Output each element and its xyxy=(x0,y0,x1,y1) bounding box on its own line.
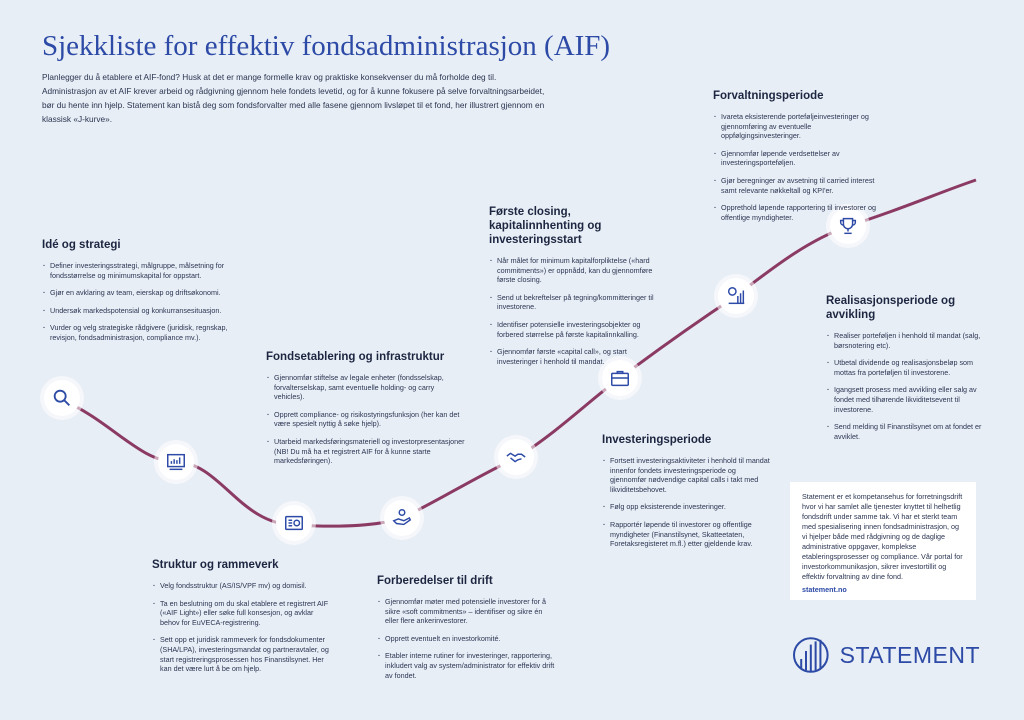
list-item: · Sett opp et juridisk rammeverk for fondsdokumenter (SHA/LPA), investeringsmandat og partneravtaler, og start registreringsprosessen hos Finanstilsynet. Her kan det være lurt å be om hjelp. xyxy=(152,635,334,673)
stage-closing xyxy=(489,205,659,374)
stage-title: Realisasjonsperiode og avvikling xyxy=(826,295,956,321)
about-box xyxy=(790,482,976,600)
list-item: · Etabler interne rutiner for investeringer, rapportering, inkludert valg av system/administrator for effektiv drift av fondet. xyxy=(377,651,557,680)
certificate-icon xyxy=(283,512,305,534)
list-item: · Følg opp eksisterende investeringer. xyxy=(602,502,772,512)
website-link[interactable]: statement.no xyxy=(802,585,847,594)
list-item: · Send melding til Finanstilsynet om at fondet er avviklet. xyxy=(826,422,986,441)
node-closing xyxy=(498,439,534,475)
stage-title: Struktur og rammeverk xyxy=(152,559,279,571)
about-text: Statement er et kompetansehus for forretningsdrift hvor vi har samlet alle tjenester knyttet til helhetlig fondsdrift under samme tak. Vi har et sterkt team med spesialisering innen fondsadministrasjon, og vi hjelper både med rådgivning og de daglige administrative oppgaver, komplekse etableringsprosesser og compliance. Vår portal for investorkommunikasjon, sikrer investortillit og effektiv forvaltning av dine fond. xyxy=(802,492,963,581)
list-item: · Igangsett prosess med avvikling eller salg av fondet med tilhørende likviditetsevent til investorene. xyxy=(826,385,986,414)
stage-etablering xyxy=(266,350,466,474)
stage-struktur xyxy=(152,558,334,682)
logo-mark-icon xyxy=(790,630,832,680)
list-item: · Vurder og velg strategiske rådgivere (juridisk, regnskap, revisjon, fondsadministrasjon, compliance mv.). xyxy=(42,323,242,342)
list-item: · Utbetal dividende og realisasjonsbeløp som mottas fra porteføljen til investorene. xyxy=(826,358,986,377)
list-item: · Gjennomfør løpende verdsettelser av investeringsporteføljen. xyxy=(713,149,883,168)
list-item: · Når målet for minimum kapitalforpliktelse («hard commitments») er oppnådd, kan du gjennomføre første closing. xyxy=(489,256,659,285)
magnifier-icon xyxy=(51,387,73,409)
list-item: · Utarbeid markedsføringsmateriell og investorpresentasjoner (NB! Du må ha et registrert AIF for å kunne starte markedsføringen). xyxy=(266,437,466,466)
list-item: · Gjennomfør første «capital call», og start investeringer i henhold til mandat. xyxy=(489,347,659,366)
list-item: · Gjennomfør møter med potensielle investorer for å sikre «soft commitments» – identifiser og sikre én eller flere ankerinvestorer. xyxy=(377,597,557,626)
list-item: · Undersøk markedspotensial og konkurransesituasjon. xyxy=(42,306,242,316)
stage-forberedelser xyxy=(377,574,557,688)
stage-forvaltning xyxy=(713,89,883,230)
node-struktur xyxy=(276,505,312,541)
stage-ide xyxy=(42,238,242,351)
stage-title: Fondsetablering og infrastruktur xyxy=(266,351,445,363)
stage-title: Forberedelser til drift xyxy=(377,575,493,587)
handshake-icon xyxy=(505,446,527,468)
node-ide xyxy=(44,380,80,416)
list-item: · Identifiser potensielle investeringsobjekter og forbered størrelse på første kapitalinnkalling. xyxy=(489,320,659,339)
list-item: · Fortsett investeringsaktiviteter i henhold til mandat innenfor fondets investeringsperiode og gjennomfør nødvendige capital calls i takt med likviditetsbehovet. xyxy=(602,456,772,494)
stage-title: Investeringsperiode xyxy=(602,434,712,446)
list-item: · Opprett eventuelt en investorkomité. xyxy=(377,634,557,644)
list-item: · Definer investeringsstrategi, målgruppe, målsetning for fondsstørrelse og minimumskapital for oppstart. xyxy=(42,261,242,280)
hand-coins-icon xyxy=(391,507,413,529)
stage-title: Idé og strategi xyxy=(42,239,121,251)
list-item: · Gjør en avklaring av team, eierskap og driftsøkonomi. xyxy=(42,288,242,298)
list-item: · Gjør beregninger av avsetning til carried interest samt relevante nøkkeltall og KPI'er. xyxy=(713,176,883,195)
statement-logo xyxy=(790,630,980,680)
intro-text: Planlegger du å etablere et AIF-fond? Husk at det er mange formelle krav og praktiske konsekvenser du må forholde deg til. Administrasjon av et AIF krever arbeid og rådgivning gjennom hele fondets levetid, og for å kunne fokusere på selve forvaltningsarbeidet, bør du hente inn hjelp. Statement kan bistå deg som fondsforvalter med alle fasene gjennom livsløpet til et fond, her illustrert gjennom en klassisk «J-kurve». xyxy=(42,72,545,124)
list-item: · Rapportér løpende til investorer og offentlige myndigheter (Finanstilsynet, Skatteetaten, Foretaksregisteret m.fl.) etter gjeldende krav. xyxy=(602,520,772,549)
growth-chart-icon xyxy=(725,285,747,307)
stage-realisasjon xyxy=(826,294,986,449)
stage-title: Forvaltningsperiode xyxy=(713,90,824,102)
node-forvaltning xyxy=(718,278,754,314)
list-item: · Opprett compliance- og risikostyringsfunksjon (her kan det være spesielt nyttig å søke hjelp). xyxy=(266,410,466,429)
list-item: · Opprethold løpende rapportering til investorer og offentlige myndigheter. xyxy=(713,203,883,222)
list-item: · Ivareta eksisterende porteføljeinvesteringer og gjennomføring av eventuelle oppfølgingsinvesteringer. xyxy=(713,112,883,141)
list-item: · Velg fondsstruktur (AS/IS/VPF mv) og domisil. xyxy=(152,581,334,591)
list-item: · Gjennomfør stiftelse av legale enheter (fondsselskap, forvalterselskap, samt eventuelle holding- og carry vehicles). xyxy=(266,373,466,402)
node-forberedelser xyxy=(384,500,420,536)
logo-text: STATEMENT xyxy=(839,641,980,668)
node-etablering xyxy=(158,444,194,480)
page-title: Sjekkliste for effektiv fondsadministrasjon (AIF) xyxy=(42,30,611,62)
stage-investering xyxy=(602,433,772,557)
list-item: · Realiser porteføljen i henhold til mandat (salg, børsnotering etc). xyxy=(826,331,986,350)
list-item: · Ta en beslutning om du skal etablere et registrert AIF («AIF Light») eller søke full konsesjon, og avklar behov for EuVECA-registrering. xyxy=(152,599,334,628)
stage-title: Første closing, kapitalinnhenting og investeringsstart xyxy=(489,206,602,246)
chart-icon xyxy=(165,451,187,473)
list-item: · Send ut bekreftelser på tegning/kommitteringer til investorene. xyxy=(489,293,659,312)
